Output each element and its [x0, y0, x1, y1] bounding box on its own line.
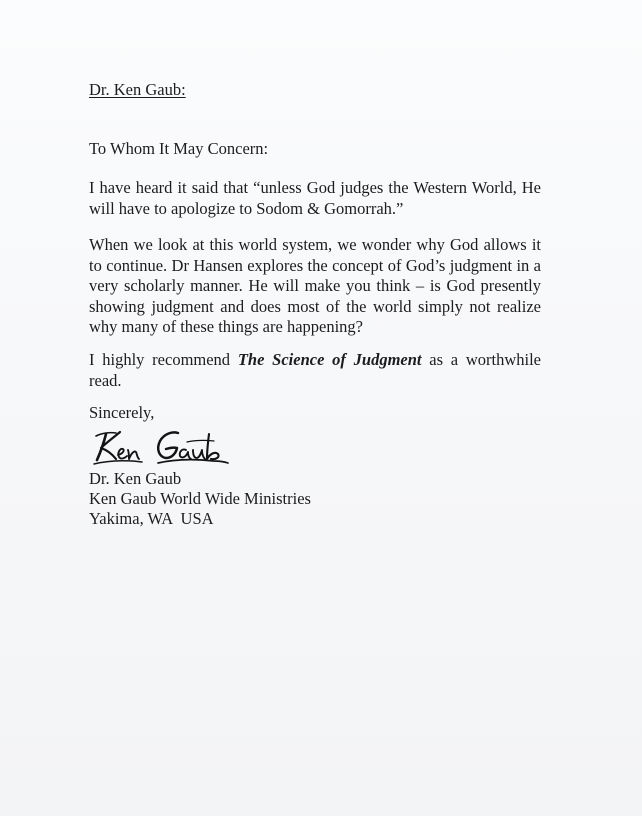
handwritten-signature — [92, 424, 232, 468]
sender-location: Yakima, WA USA — [89, 509, 214, 528]
sender-organization: Ken Gaub World Wide Ministries — [89, 489, 311, 508]
closing: Sincerely, — [89, 403, 155, 422]
signature-block — [89, 469, 311, 529]
paragraph-2: When we look at this world system, we wonder why God allows it to continue. Dr Hansen explores the concept of God’s judgment in a very scholarly manner. He will make you think – is God presently showing judgment and does most of the world simply not realize why many of these things are happening? — [89, 235, 541, 336]
paragraph-1: I have heard it said that “unless God judges the Western World, He will have to apologize to Sodom & Gomorrah.” — [89, 178, 541, 218]
book-title: The Science of Judgment — [237, 350, 422, 369]
letter-heading: Dr. Ken Gaub: — [89, 80, 186, 99]
paragraph-3-lead: I highly recommend — [89, 350, 238, 369]
paragraph-3 — [89, 350, 541, 391]
paragraph-3-tail: as a worthwhile read. — [89, 350, 541, 390]
salutation: To Whom It May Concern: — [89, 139, 269, 158]
sender-name: Dr. Ken Gaub — [89, 469, 182, 488]
